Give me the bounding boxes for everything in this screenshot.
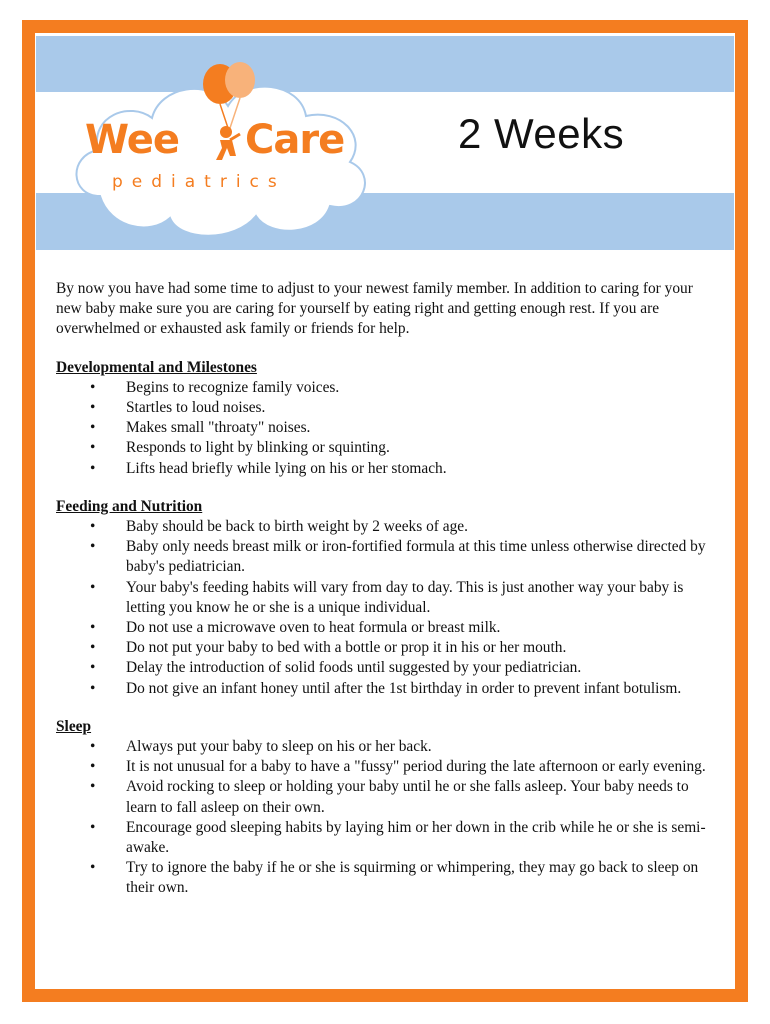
list-item: • Lifts head briefly while lying on his or her stomach. (56, 459, 706, 479)
list-item: • Always put your baby to sleep on his or her back. (56, 737, 706, 757)
brand-care: Care (245, 117, 345, 163)
list-item: • Your baby's feeding habits will vary from day to day. This is just another way your baby is letting you know he or she is a unique individual. (56, 578, 706, 618)
list-item: • Encourage good sleeping habits by laying him or her down in the crib while he or she is semi-awake. (56, 818, 706, 858)
list-item: • Baby only needs breast milk or iron-fortified formula at this time unless otherwise directed by baby's pediatrician. (56, 537, 706, 577)
page-title: 2 Weeks (458, 110, 625, 157)
brand-tagline: pediatrics (112, 172, 286, 192)
sleep-list (56, 737, 706, 899)
list-item: • Try to ignore the baby if he or she is squirming or whimpering, they may go back to sleep on their own. (56, 858, 706, 898)
brand-wee: Wee (85, 117, 179, 163)
development-list (56, 378, 706, 479)
list-item: • It is not unusual for a baby to have a "fussy" period during the late afternoon or early evening. (56, 757, 706, 777)
section-heading-feeding: Feeding and Nutrition (56, 497, 203, 515)
list-item: • Startles to loud noises. (56, 398, 706, 418)
intro-paragraph: By now you have had some time to adjust to your newest family member. In addition to caring for your new baby make sure you are caring for yourself by eating right and getting enough rest. If you are overwhelmed or exhausted ask family or friends for help. (56, 280, 693, 338)
list-item: • Baby should be back to birth weight by 2 weeks of age. (56, 517, 706, 537)
section-heading-development: Developmental and Milestones (56, 358, 257, 376)
list-item: • Do not give an infant honey until after the 1st birthday in order to prevent infant botulism. (56, 679, 706, 699)
list-item: • Responds to light by blinking or squinting. (56, 438, 706, 458)
section-heading-sleep: Sleep (56, 717, 92, 735)
list-item: • Delay the introduction of solid foods until suggested by your pediatrician. (56, 658, 706, 678)
list-item: • Begins to recognize family voices. (56, 378, 706, 398)
list-item: • Do not put your baby to bed with a bottle or prop it in his or her mouth. (56, 638, 706, 658)
feeding-list (56, 517, 706, 699)
document-body (56, 279, 706, 917)
list-item: • Makes small "throaty" noises. (56, 418, 706, 438)
list-item: • Avoid rocking to sleep or holding your baby until he or she falls asleep. Your baby needs to learn to fall asleep on their own. (56, 777, 706, 817)
list-item: • Do not use a microwave oven to heat formula or breast milk. (56, 618, 706, 638)
